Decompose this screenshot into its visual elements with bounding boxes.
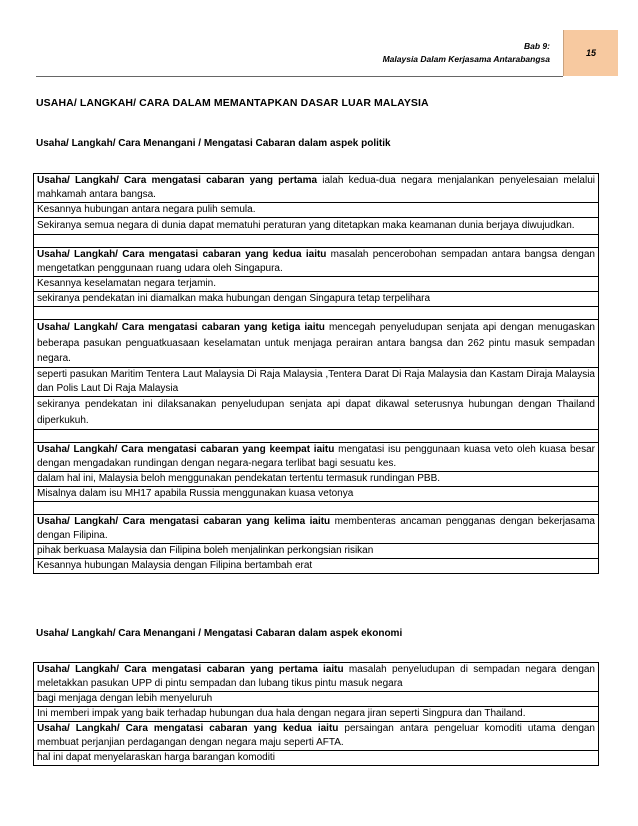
table-row [34,543,599,558]
table-row [34,471,599,486]
detail-cell: dalam hal ini, Malaysia beloh menggunakan pendekatan tertentu termasuk rundingan PBB. [34,471,599,486]
politik-table [33,173,599,574]
chapter-subtitle: Malaysia Dalam Kerjasama Antarabangsa [382,54,550,64]
table-row [34,442,599,471]
detail-cell: seperti pasukan Maritim Tentera Laut Malaysia Di Raja Malaysia ,Tentera Darat Di Raja Malaysia dan Kastam Diraja Malaysia dan Polis Laut Di Raja Malaysia [34,367,599,396]
ekonomi-table [33,662,599,766]
detail-cell: hal ini dapat menyelaraskan harga barangan komoditi [34,751,599,766]
detail-cell: Misalnya dalam isu MH17 apabila Russia menggunakan kuasa vetonya [34,486,599,501]
table-row [34,663,599,692]
header-divider [36,76,563,77]
table-row [34,692,599,707]
detail-cell: sekiranya pendekatan ini diamalkan maka hubungan dengan Singapura tetap terpelihara [34,292,599,307]
page-number: 15 [563,30,618,76]
table-row [34,367,599,396]
table-row [34,203,599,218]
table-row [34,514,599,543]
table-row [34,751,599,766]
lead-cell: Usaha/ Langkah/ Cara mengatasi cabaran yang pertama iaitu masalah penyeludupan di sempadan negara dengan meletakkan pasukan UPP di pintu sempadan dan lubang tikus pintu masuk negara [34,663,599,692]
table-row [34,292,599,307]
table-row [34,277,599,292]
detail-cell: Kesannya hubungan antara negara pulih semula. [34,203,599,218]
spacer-row [34,235,599,248]
table-row [34,174,599,203]
detail-cell: sekiranya pendekatan ini dilaksanakan penyeludupan senjata api dapat dikawal seterusnya hubungan dengan Thailand diperkukuh. [34,396,599,429]
table-row [34,396,599,429]
ekonomi-subheading: Usaha/ Langkah/ Cara Menangani / Mengatasi Cabaran dalam aspek ekonomi [36,628,403,639]
table-row [34,558,599,573]
table-row [34,486,599,501]
table-row [34,248,599,277]
lead-cell: Usaha/ Langkah/ Cara mengatasi cabaran yang kedua iaitu masalah pencerobohan sempadan antara bangsa dengan mengetatkan penggunaan ruang udara oleh Singapura. [34,248,599,277]
running-header [383,40,550,66]
lead-cell: Usaha/ Langkah/ Cara mengatasi cabaran yang kelima iaitu membenteras ancaman pengganas dengan bekerjasama dengan Filipina. [34,514,599,543]
lead-cell: Usaha/ Langkah/ Cara mengatasi cabaran yang kedua iaitu persaingan antara pengeluar komoditi utama dengan membuat perjanjian perdagangan dengan negara maju seperti AFTA. [34,722,599,751]
main-heading: USAHA/ LANGKAH/ CARA DALAM MEMANTAPKAN DASAR LUAR MALAYSIA [36,97,429,109]
detail-cell: Ini memberi impak yang baik terhadap hubungan dua hala dengan negara jiran seperti Singpura dan Thailand. [34,707,599,722]
lead-cell: Usaha/ Langkah/ Cara mengatasi cabaran yang ketiga iaitu mencegah penyeludupan senjata api dengan menugaskan beberapa pasukan penguatkuasaan keselamatan untuk menjaga perairan antara bangsa dan 262 pintu masuk sempadan negara. [34,320,599,368]
spacer-row [34,307,599,320]
detail-cell: Kesannya hubungan Malaysia dengan Filipina bertambah erat [34,558,599,573]
politik-subheading: Usaha/ Langkah/ Cara Menangani / Mengatasi Cabaran dalam aspek politik [36,138,391,149]
detail-cell: Sekiranya semua negara di dunia dapat mematuhi peraturan yang ditetapkan maka keamanan dunia berjaya diwujudkan. [34,218,599,235]
lead-cell: Usaha/ Langkah/ Cara mengatasi cabaran yang pertama ialah kedua-dua negara menjalankan penyelesaian melalui mahkamah antara bangsa. [34,174,599,203]
table-row [34,722,599,751]
spacer-row [34,501,599,514]
spacer-row [34,429,599,442]
table-row [34,707,599,722]
table-row [34,218,599,235]
table-row [34,320,599,368]
lead-cell: Usaha/ Langkah/ Cara mengatasi cabaran yang keempat iaitu mengatasi isu penggunaan kuasa veto oleh kuasa besar dengan mengadakan rundingan dengan negara-negara terlibat bagi sesuatu kes. [34,442,599,471]
chapter-label: Bab 9: [524,41,550,51]
detail-cell: pihak berkuasa Malaysia dan Filipina boleh menjalinkan perkongsian risikan [34,543,599,558]
detail-cell: bagi menjaga dengan lebih menyeluruh [34,692,599,707]
detail-cell: Kesannya keselamatan negara terjamin. [34,277,599,292]
